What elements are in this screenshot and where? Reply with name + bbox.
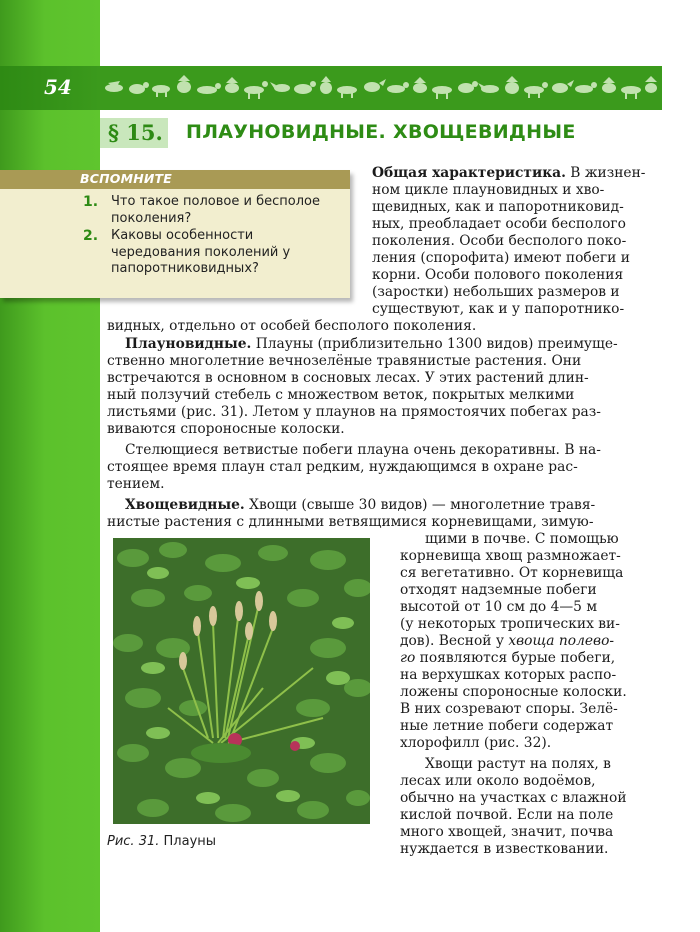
text-line: лесах или около водоёмов, (400, 773, 596, 789)
text-line: Стелющиеся ветвистые побеги плауна очень декоративны. В на- (125, 442, 601, 458)
section-number-box (100, 118, 168, 148)
recall-question-1 (83, 194, 341, 227)
text-line: ления (спорофита) имеют побеги и (372, 250, 630, 266)
text-line: (у некоторых тропических ви- (400, 616, 620, 632)
left-green-margin (0, 0, 100, 932)
species-name-end: го (400, 650, 416, 666)
text-line: нуждается в известковании. (400, 841, 609, 857)
question-text: Каковы особенности чередования поколений у папоротниковидных? (111, 228, 291, 276)
figure-label: Рис. 31. (107, 834, 160, 849)
text-line: отходят надземные побеги (400, 582, 597, 598)
text-line: Плауновидные. Плауны (приблизительно 1300 видов) преимуще- (125, 336, 618, 352)
text-line: ные летние побеги содержат (400, 718, 614, 734)
text-line: ных, преобладает особи бесполого (372, 216, 626, 232)
species-name: хвоща полево- (508, 633, 615, 649)
animal-silhouettes-icon (104, 71, 659, 105)
text-line: щевидных, как и папоротниковид- (372, 199, 624, 215)
figure-caption (107, 834, 216, 849)
text-line: ложены спороносные колоски. (400, 684, 627, 700)
text-line: много хвощей, значит, почва (400, 824, 614, 840)
section-title-row (100, 118, 660, 148)
plauny-photo (113, 538, 370, 824)
plauny-heading: Плауновидные. (125, 336, 252, 352)
text-line: (заростки) небольших размеров и (372, 284, 620, 300)
text-line: Хвощи растут на полях, в (425, 756, 611, 772)
text-line: дов). Весной у хвоща полево- (400, 633, 615, 649)
question-text: Что такое половое и бесполое поколения? (111, 194, 320, 226)
text-line: Хвощевидные. Хвощи (свыше 30 видов) — многолетние травя- (125, 497, 596, 513)
text-line: видных, отдельно от особей бесполого поколения. (107, 318, 477, 334)
text-line: виваются спороносные колоски. (107, 421, 345, 437)
text-line: стоящее время плаун стал редким, нуждающимся в охране рас- (107, 459, 578, 475)
text-line: кислой почвой. Если на поле (400, 807, 614, 823)
text-line: существуют, как и у папоротнико- (372, 301, 625, 317)
figure-caption-text: Плауны (163, 834, 217, 849)
text-line: корневища хвощ размножает- (400, 548, 621, 564)
page-number: 54 (44, 75, 72, 99)
text-line: высотой от 10 см до 4—5 м (400, 599, 598, 615)
text-line: встречаются в основном в сосновых лесах. У этих растений длин- (107, 370, 589, 386)
khvosch-heading: Хвощевидные. (125, 497, 245, 513)
text-line: го появляются бурые побеги, (400, 650, 616, 666)
text-line: поколения. Особи бесполого поко- (372, 233, 627, 249)
text-line: ном цикле плауновидных и хво- (372, 182, 605, 198)
text-line: обычно на участках с влажной (400, 790, 627, 806)
section-title: ПЛАУНОВИДНЫЕ. ХВОЩЕВИДНЫЕ (186, 121, 576, 143)
text-line: корни. Особи полового поколения (372, 267, 624, 283)
recall-box (0, 170, 350, 298)
text-line: на верхушках которых распо- (400, 667, 617, 683)
question-number: 2. (83, 228, 99, 244)
text-line: ся вегетативно. От корневища (400, 565, 624, 581)
text-line: ственно многолетние вечнозелёные травянистые растения. Они (107, 353, 582, 369)
text-line: Общая характеристика. В жизнен- (372, 165, 646, 181)
text-line: В них созревают споры. Зелё- (400, 701, 618, 717)
text-line: листьями (рис. 31). Летом у плаунов на прямостоячих побегах раз- (107, 404, 601, 420)
question-number: 1. (83, 194, 99, 210)
recall-heading: ВСПОМНИТЕ (80, 171, 173, 186)
text-line: щими в почве. С помощью (425, 531, 619, 547)
general-heading: Общая характеристика. (372, 165, 566, 181)
text-line: тением. (107, 476, 165, 492)
text-line: нистые растения с длинными ветвящимися корневищами, зимую- (107, 514, 594, 530)
recall-header (0, 170, 350, 189)
recall-question-2 (83, 228, 341, 278)
text-line: ный ползучий стебель с множеством веток, покрытых мелкими (107, 387, 575, 403)
section-number: § 15. (108, 120, 163, 145)
text-line: хлорофилл (рис. 32). (400, 735, 552, 751)
